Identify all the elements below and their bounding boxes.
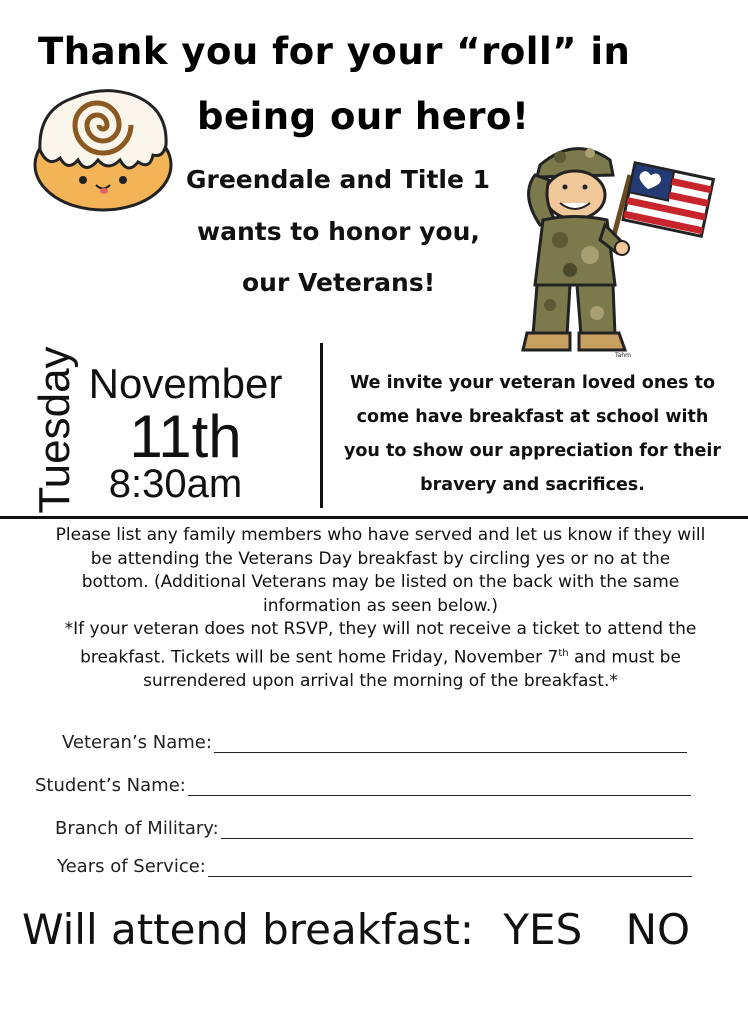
instructions-line: surrendered upon arrival the morning of the breakfast.*: [143, 670, 618, 691]
subtitle-line-3: our Veterans!: [242, 268, 436, 297]
event-date: 11th: [129, 403, 242, 470]
invite-paragraph: [335, 366, 730, 502]
branch-line[interactable]: [221, 820, 693, 839]
student-name-field[interactable]: [35, 775, 691, 796]
vertical-divider: [320, 343, 323, 508]
invite-line: bravery and sacrifices.: [420, 475, 645, 495]
instructions-line: [18, 642, 743, 670]
rsvp-label: Will attend breakfast:: [22, 905, 475, 954]
invite-line: We invite your veteran loved ones to: [349, 373, 716, 393]
event-month: November: [88, 360, 283, 407]
invite-line: come have breakfast at school with: [356, 407, 709, 427]
artist-signature: Tahm: [615, 352, 631, 359]
veteran-name-line[interactable]: [214, 734, 687, 753]
rsvp-row: [22, 905, 690, 954]
instructions-line: information as seen below.): [263, 595, 498, 616]
student-name-label: Student’s Name:: [35, 775, 186, 796]
title-line-2: being our hero!: [197, 95, 530, 138]
ordinal-suffix: th: [558, 647, 569, 659]
instructions-line: bottom. (Additional Veterans may be listed on the back with the same: [81, 572, 680, 592]
horizontal-divider: [0, 516, 748, 519]
day-label-wrap: [28, 345, 82, 515]
branch-label: Branch of Military:: [55, 818, 219, 839]
instructions-line: *If your veteran does not RSVP, they will not receive a ticket to attend the: [64, 619, 697, 639]
day-label: Tuesday: [30, 346, 79, 514]
instructions-text: and must be: [568, 647, 681, 668]
years-label: Years of Service:: [57, 856, 206, 877]
invite-line: you to show our appreciation for their: [344, 441, 721, 461]
years-field[interactable]: [57, 856, 692, 877]
rsvp-no[interactable]: NO: [625, 905, 691, 954]
saluting-soldier-icon: [515, 135, 715, 360]
years-line[interactable]: [208, 858, 692, 877]
title-line-1: Thank you for your “roll” in: [38, 30, 631, 73]
subtitle-line-1: Greendale and Title 1: [186, 165, 491, 194]
cinnamon-roll-icon: [28, 80, 178, 215]
branch-field[interactable]: [55, 818, 693, 839]
rsvp-yes[interactable]: YES: [503, 905, 583, 954]
instructions-line: Please list any family members who have served and let us know if they will: [55, 525, 706, 545]
veteran-name-label: Veteran’s Name:: [62, 732, 212, 753]
event-time: 8:30am: [108, 462, 243, 506]
veteran-name-field[interactable]: [62, 732, 687, 753]
instructions-text: breakfast. Tickets will be sent home Friday, November 7: [80, 647, 559, 668]
instructions-paragraph: [18, 524, 743, 693]
subtitle-line-2: wants to honor you,: [197, 217, 480, 246]
instructions-line: be attending the Veterans Day breakfast by circling yes or no at the: [90, 548, 671, 569]
student-name-line[interactable]: [188, 777, 691, 796]
